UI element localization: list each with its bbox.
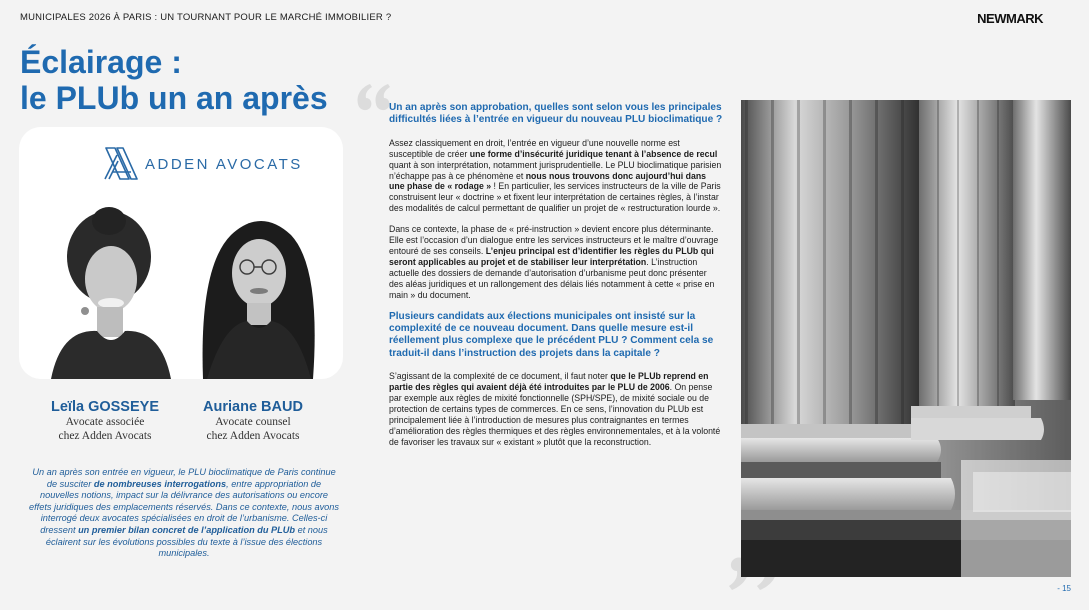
intro-text: Un an après son entrée en vigueur, le PLU bioclimatique de Paris continue de susciter [32,467,336,489]
speaker-name: Leïla GOSSEYE [51,399,159,415]
answer-bold: une forme d’insécurité juridique tenant à l’absence de recul [469,148,718,159]
answer-bold: nous nous trouvons donc aujourd’hui dans une phase de « rodage » [389,170,707,192]
answer-text: Assez classiquement en droit, l’entrée en vigueur d’une nouvelle norme est susceptible de créer [389,137,680,159]
columns-photo [741,100,1071,577]
portrait-leila-gosseye [39,199,179,379]
speaker-role-line-1: Avocate associée [65,416,145,428]
speaker-role-line-2: chez Adden Avocats [58,429,152,442]
adden-a-icon [103,145,139,183]
opening-quote-icon [356,82,392,114]
speaker-role-line-2: chez Adden Avocats [206,429,300,442]
answer-text: . L’instruction actuelle des dossiers de demande d’autorisation d’urbanisme peut donc présenter des aléas juridiques et un rallongement des délais liés notamment à cette « prise en main » du document. [389,256,715,300]
title-line-1: Éclairage : [20,44,182,80]
answer-text: S’agissant de la complexité de ce document, il faut noter [389,371,611,382]
question-2: Plusieurs candidats aux élections municipales ont insisté sur la complexité de ce nouveau document. Dans quelle mesure est-il réellement plus complexe que le précédent PLU ? Comment cela se traduit-il dans l’instruction des projets dans la capitale ? [389,310,714,359]
speaker-leila-gosseye [40,398,170,443]
intro-text: et nous éclairent sur les évolutions possibles du texte à l’issue des élections municipales. [45,524,328,559]
interview-article [389,102,723,457]
answer-text: quant à son interprétation, notamment jurisprudentielle. Le PLU bioclimatique parisien n’échappe pas à ce phénomène et [389,159,722,181]
speaker-auriane-baud [188,398,318,443]
page-title [20,44,328,116]
answer-text: Dans ce contexte, la phase de « pré-instruction » devient encore plus déterminante. Elle est l’occasion d’un dialogue entre les services instructeurs et le maître d’ouvrage entouré de ses conseils. [389,224,719,256]
answer-1-paragraph-2 [389,224,723,300]
logo-text: ADDEN AVOCATS [145,155,303,173]
intro-paragraph [28,467,340,560]
answer-1-paragraph-1 [389,138,723,214]
intro-bold: un premier bilan concret de l’application du PLUb [78,524,296,535]
speaker-name: Auriane BAUD [203,399,303,415]
portrait-auriane-baud [183,207,333,379]
header-title: MUNICIPALES 2026 À PARIS : UN TOURNANT POUR LE MARCHÉ IMMOBILIER ? [20,12,392,23]
title-line-2: le PLUb un an après [20,80,328,116]
answer-bold: L’enjeu principal est d’identifier les règles du PLUb qui seront applicables au projet et de stabiliser leur interprétation [389,245,714,267]
question-1: Un an après son approbation, quelles sont selon vous les principales difficultés liées à l’entrée en vigueur du nouveau PLU bioclimatique ? [389,102,723,126]
newmark-logo: NEWMARK [977,11,1043,26]
adden-avocats-logo [103,145,303,183]
speakers-card [19,127,343,379]
page-number: - 15 [1057,584,1071,593]
answer-2-paragraph-1 [389,371,723,447]
intro-text: , entre appropriation de nouvelles notions, impact sur la délivrance des autorisations ou encore effets juridiques des emplacements réservés. Dans ce contexte, nous avons interrogé deux avocates spécialisées en droit de l’urbanisme. Celles-ci dressent [29,478,339,535]
answer-text: ! En particulier, les services instructeurs de la ville de Paris construisent leur « doctrine » et fixent leur interprétation de certaines règles, à l’instar des modalités de calcul permettant de qualifier un projet de « restructuration lourde ». [389,181,721,214]
answer-bold: que le PLUb reprend en partie des règles qui avaient déjà été introduites par le PLU de 2006 [389,371,709,393]
speaker-role-line-1: Avocate counsel [215,416,291,428]
answer-text: . On pense par exemple aux règles de mixité fonctionnelle (SPH/SPE), de mixité sociale ou de protection de certains types de commerces. En ce sens, l’innovation du PLUb est principalement liée à l’introduction de mesures plus contraignantes en termes d’amélioration des règles thermiques et des règles environnementales, et à la volonté de favoriser les travaux sur « existant » plutôt que la reconstruction. [389,382,721,447]
intro-bold: de nombreuses interrogations [93,478,227,489]
